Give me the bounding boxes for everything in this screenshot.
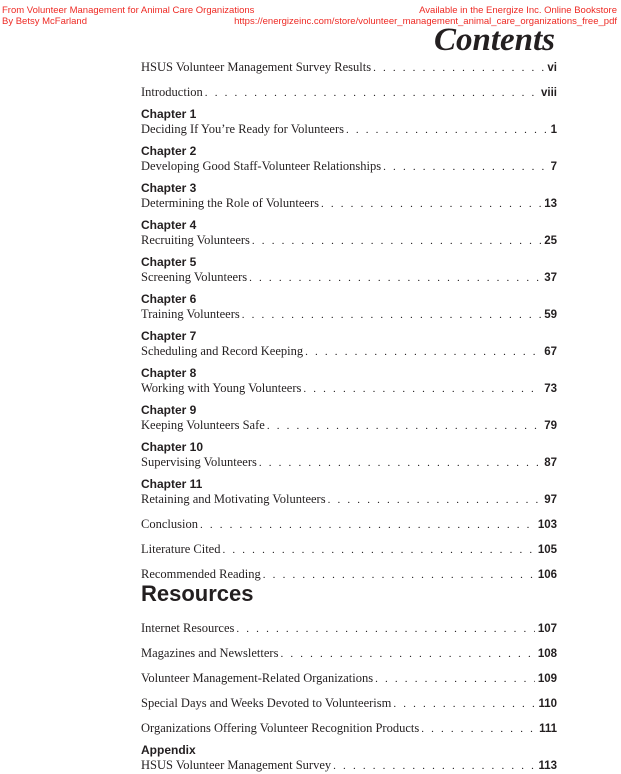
toc-entry-label: Chapter 11 <box>141 477 203 491</box>
source-author-line: By Betsy McFarland <box>2 16 87 27</box>
toc-entry-title: Keeping Volunteers Safe <box>141 418 265 432</box>
toc-entry[interactable] <box>141 478 557 507</box>
toc-entry-title: Deciding If You’re Ready for Volunteers <box>141 122 344 136</box>
toc-entry-label: Chapter 6 <box>141 292 197 306</box>
toc-entry[interactable] <box>141 645 557 661</box>
dot-leader <box>280 646 534 662</box>
dot-leader <box>249 270 541 286</box>
dot-leader <box>373 60 544 76</box>
toc-entry-page-number: 103 <box>537 519 557 531</box>
toc-entry[interactable] <box>141 620 557 636</box>
toc-entry-title: Special Days and Weeks Devoted to Volunteerism <box>141 696 392 710</box>
toc-entry-row <box>141 380 557 396</box>
toc-entry-label: Chapter 8 <box>141 366 197 380</box>
toc-entry-row <box>141 417 557 433</box>
toc-entry[interactable] <box>141 84 557 100</box>
dot-leader <box>333 758 535 774</box>
toc-entry-page-number: 111 <box>539 723 557 735</box>
toc-entry-row <box>141 620 557 636</box>
resources-list <box>141 620 557 773</box>
toc-entry-page-number: 25 <box>544 235 557 247</box>
toc-entry[interactable] <box>141 145 557 174</box>
toc-entry-page-number: 37 <box>544 272 557 284</box>
toc-entry-title: Developing Good Staff-Volunteer Relationships <box>141 159 382 173</box>
dot-leader <box>242 307 541 323</box>
toc-entry[interactable] <box>141 256 557 285</box>
toc-entry-row <box>141 232 557 248</box>
toc-entry-page-number: vi <box>547 62 557 74</box>
toc-entry-title: Retaining and Motivating Volunteers <box>141 492 326 506</box>
toc-entry-label: Chapter 9 <box>141 403 197 417</box>
toc-entry-title: Literature Cited <box>141 542 221 556</box>
toc-entry-row <box>141 516 557 532</box>
toc-entry-title: Recruiting Volunteers <box>141 233 250 247</box>
toc-entry[interactable] <box>141 516 557 532</box>
source-note <box>2 5 254 27</box>
toc-entry-title: HSUS Volunteer Management Survey Results <box>141 60 372 74</box>
toc-entry-title: Training Volunteers <box>141 307 240 321</box>
toc-entry-row <box>141 720 557 736</box>
toc-entry-title: Volunteer Management-Related Organizations <box>141 671 374 685</box>
toc-entry-page-number: 97 <box>544 494 557 506</box>
toc-entry-title: Working with Young Volunteers <box>141 381 302 395</box>
page-title: Contents <box>433 22 555 58</box>
dot-leader <box>200 517 535 533</box>
dot-leader <box>383 159 547 175</box>
toc-entry[interactable] <box>141 695 557 711</box>
toc-entry-row <box>141 269 557 285</box>
toc-entry-title: Organizations Offering Volunteer Recognition Products <box>141 721 420 735</box>
toc-entry-label: Appendix <box>141 743 196 757</box>
toc-entry-page-number: 105 <box>537 544 557 556</box>
toc-entry-page-number: 79 <box>544 420 557 432</box>
toc-entry[interactable] <box>141 182 557 211</box>
toc-entry-row <box>141 121 557 137</box>
toc-entry-title: Internet Resources <box>141 621 235 635</box>
toc-entry-page-number: viii <box>541 87 557 99</box>
toc-entry-page-number: 113 <box>538 760 557 772</box>
dot-leader <box>346 122 548 138</box>
toc-entry[interactable] <box>141 744 557 773</box>
store-note <box>234 5 617 27</box>
toc-entry-label: Chapter 10 <box>141 440 204 454</box>
source-book-line: From Volunteer Management for Animal Care Organizations <box>2 5 255 16</box>
toc-entry-title: Introduction <box>141 85 203 99</box>
toc-entry[interactable] <box>141 330 557 359</box>
toc-entry-row <box>141 695 557 711</box>
dot-leader <box>205 85 538 101</box>
toc-entry-page-number: 108 <box>537 648 557 660</box>
toc-entry-title: Screening Volunteers <box>141 270 248 284</box>
toc-entry-row <box>141 757 557 773</box>
toc-entry-label: Chapter 2 <box>141 144 197 158</box>
toc-entry-label: Chapter 7 <box>141 329 197 343</box>
dot-leader <box>236 621 534 637</box>
toc-entry-page-number: 107 <box>537 623 557 635</box>
toc-entry-row <box>141 670 557 686</box>
dot-leader <box>305 344 541 360</box>
toc-entry-row <box>141 645 557 661</box>
toc-entry-row <box>141 158 557 174</box>
toc-entry-row <box>141 491 557 507</box>
toc-entry[interactable] <box>141 59 557 75</box>
toc-entry-page-number: 1 <box>550 124 557 136</box>
toc-entry-title: HSUS Volunteer Management Survey <box>141 758 332 772</box>
dot-leader <box>259 455 541 471</box>
toc-entry-row <box>141 195 557 211</box>
store-name-line: Available in the Energize Inc. Online Bookstore <box>419 5 617 16</box>
toc-entry[interactable] <box>141 404 557 433</box>
toc-entry-page-number: 67 <box>544 346 557 358</box>
dot-leader <box>267 418 541 434</box>
toc-entry-label: Chapter 1 <box>141 107 197 121</box>
toc-entry-title: Scheduling and Record Keeping <box>141 344 304 358</box>
toc-entry-label: Chapter 4 <box>141 218 197 232</box>
contents-list <box>141 59 557 582</box>
toc-entry-page-number: 7 <box>550 161 557 173</box>
toc-entry-row <box>141 59 557 75</box>
toc-entry[interactable] <box>141 293 557 322</box>
toc-entry-row <box>141 343 557 359</box>
toc-entry[interactable] <box>141 441 557 470</box>
toc-entry[interactable] <box>141 670 557 686</box>
dot-leader <box>222 542 534 558</box>
toc-entry-title: Supervising Volunteers <box>141 455 257 469</box>
dot-leader <box>393 696 535 712</box>
dot-leader <box>321 196 541 212</box>
toc-entry-label: Chapter 5 <box>141 255 197 269</box>
dot-leader <box>375 671 535 687</box>
dot-leader <box>252 233 541 249</box>
toc-entry-row <box>141 541 557 557</box>
toc-entry[interactable] <box>141 541 557 557</box>
toc-entry[interactable] <box>141 219 557 248</box>
store-url-link[interactable]: https://energizeinc.com/store/volunteer_management_animal_care_organizations_free_pdf <box>234 16 617 27</box>
toc-entry-row <box>141 454 557 470</box>
toc-entry-title: Magazines and Newsletters <box>141 646 279 660</box>
toc-entry-row <box>141 306 557 322</box>
toc-entry[interactable] <box>141 108 557 137</box>
dot-leader <box>263 567 535 583</box>
resources-heading: Resources <box>141 581 254 606</box>
toc-entry[interactable] <box>141 566 557 582</box>
toc-entry-page-number: 87 <box>544 457 557 469</box>
toc-entry-page-number: 59 <box>544 309 557 321</box>
toc-entry[interactable] <box>141 367 557 396</box>
toc-entry-row <box>141 84 557 100</box>
toc-entry-page-number: 106 <box>537 569 557 581</box>
toc-entry-page-number: 13 <box>544 198 557 210</box>
dot-leader <box>328 492 542 508</box>
toc-entry-title: Conclusion <box>141 517 198 531</box>
toc-entry-row <box>141 566 557 582</box>
toc-entry-page-number: 73 <box>544 383 557 395</box>
toc-entry-label: Chapter 3 <box>141 181 197 195</box>
toc-entry-page-number: 110 <box>538 698 557 710</box>
toc-entry-page-number: 109 <box>537 673 557 685</box>
toc-entry[interactable] <box>141 720 557 736</box>
dot-leader <box>421 721 536 737</box>
toc-entry-title: Determining the Role of Volunteers <box>141 196 319 210</box>
toc-entry-title: Recommended Reading <box>141 567 261 581</box>
dot-leader <box>303 381 541 397</box>
